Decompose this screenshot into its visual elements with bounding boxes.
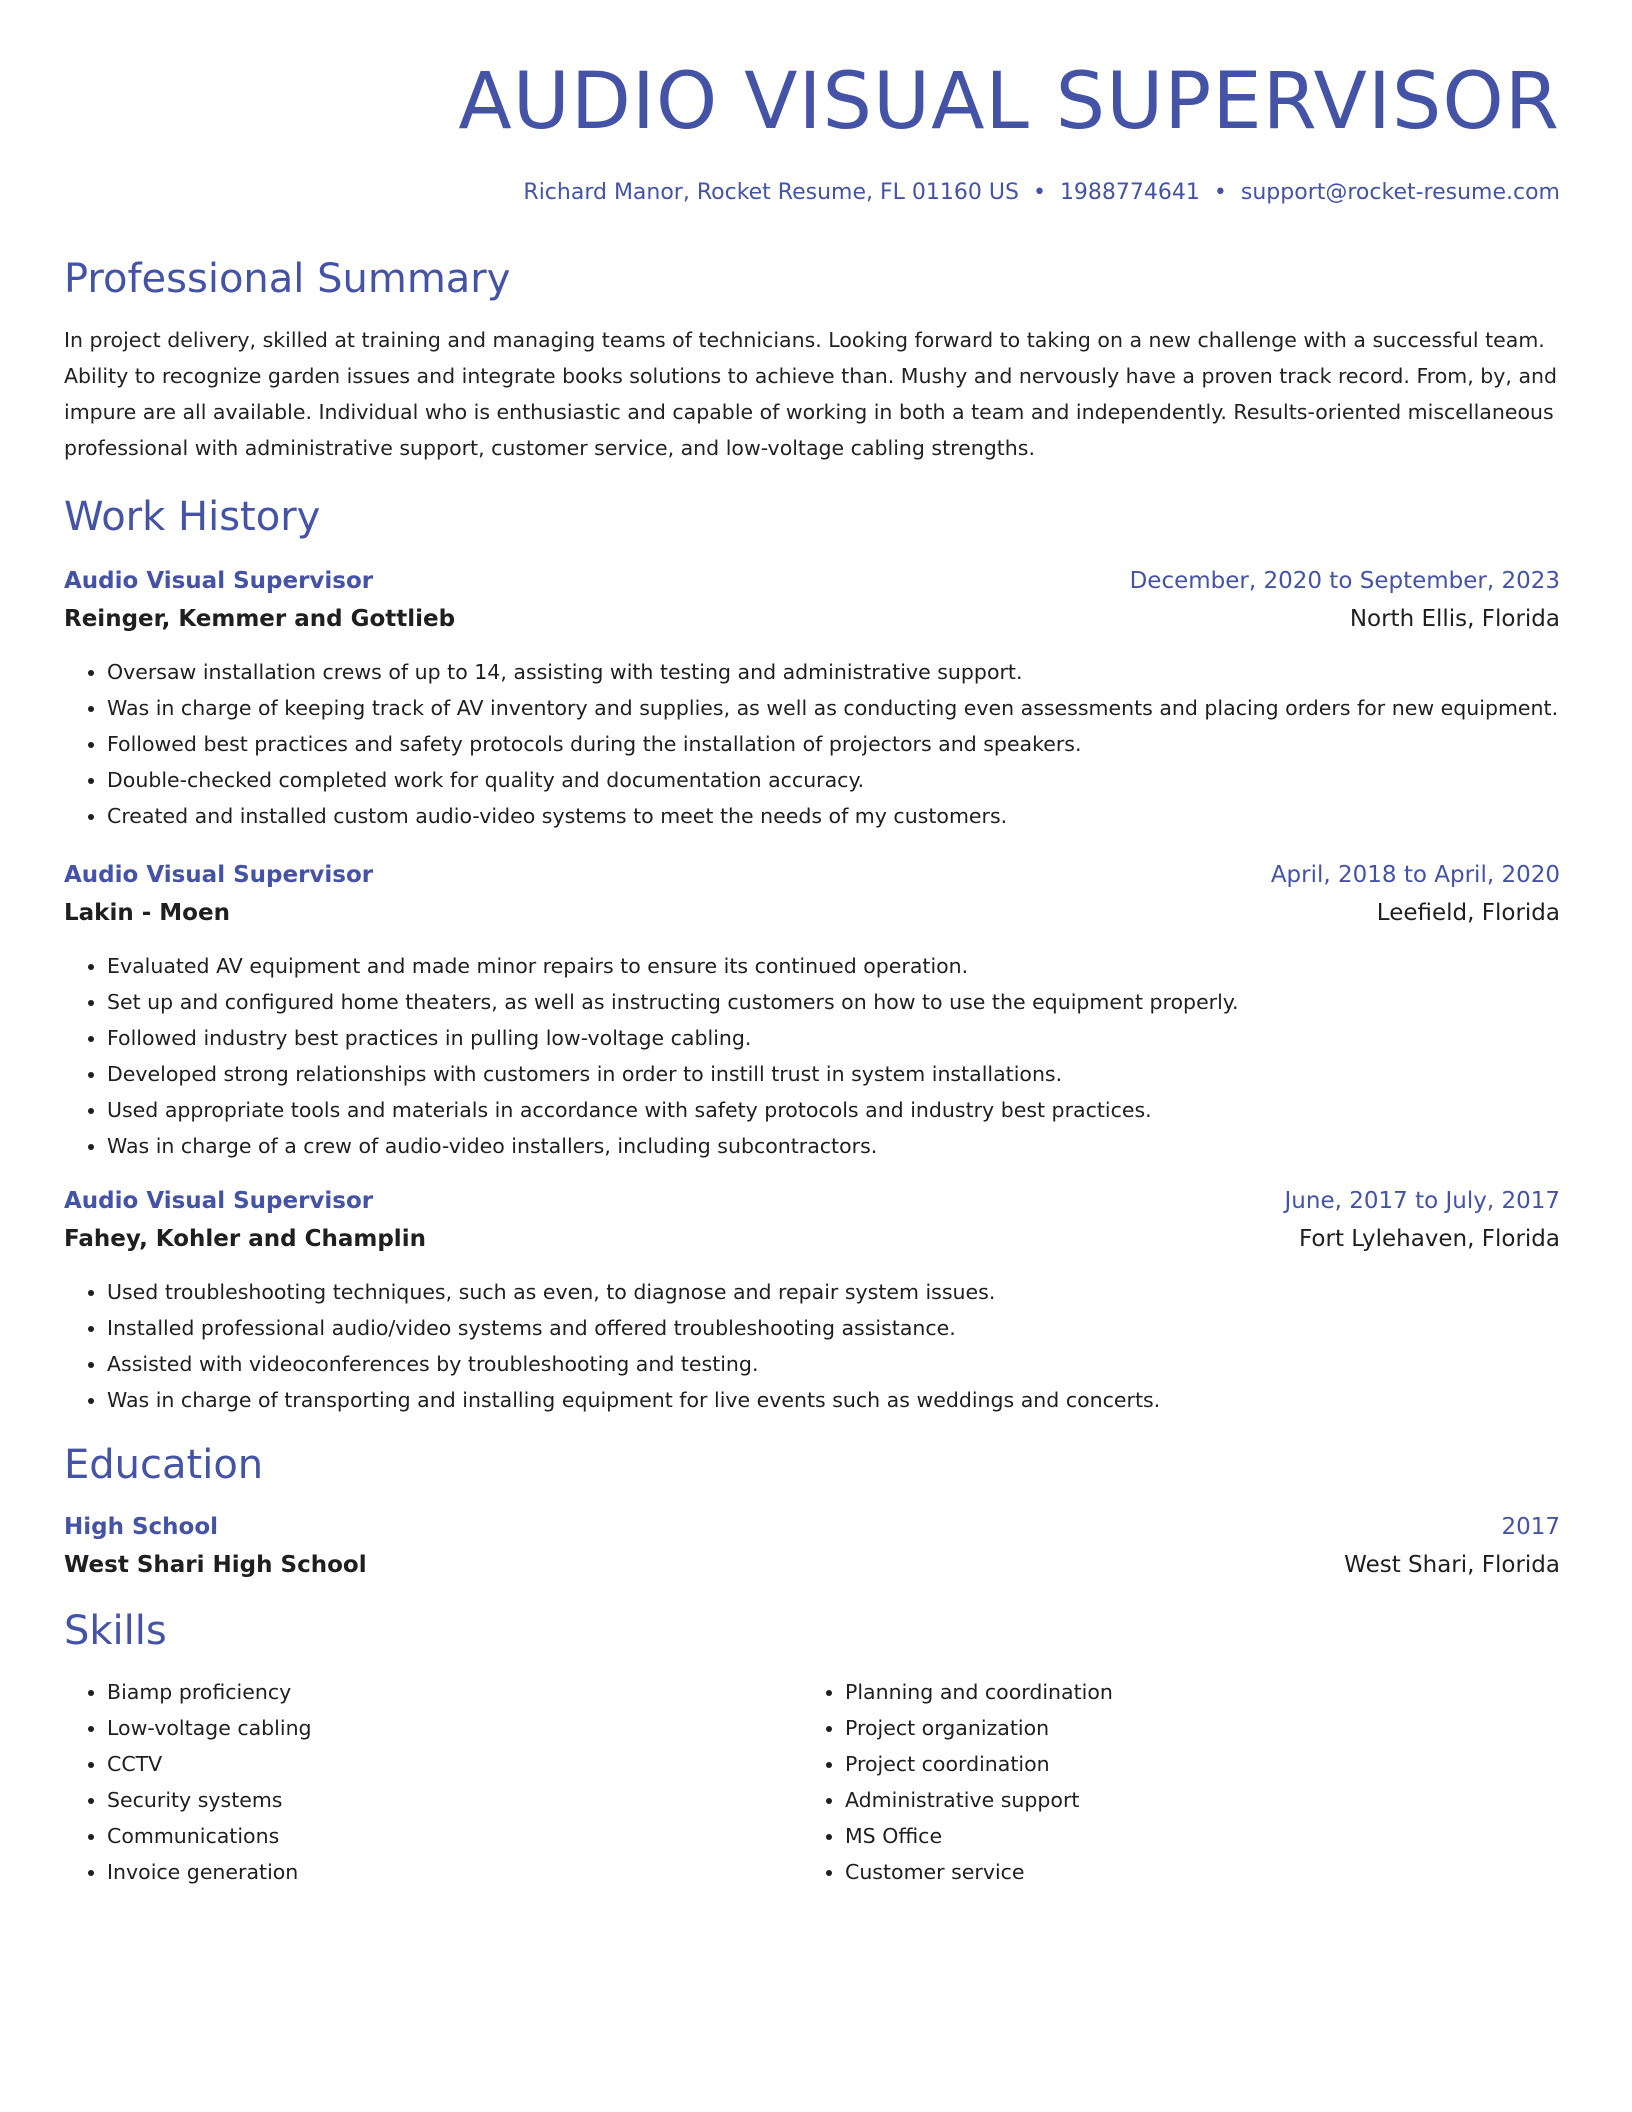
contact-address: Richard Manor, Rocket Resume, FL 01160 US [523,180,1019,205]
skill-item: • MS Office [845,1818,1540,1854]
skill-item: • Security systems [107,1782,802,1818]
job-bullet: • Created and installed custom audio-video systems to meet the needs of my customers. [107,798,1560,834]
skill-item: • Project organization [845,1710,1540,1746]
skill-item: • Communications [107,1818,802,1854]
skill-item: • Biamp proficiency [107,1674,802,1710]
resume-page [64,0,1560,1890]
job-entry [64,856,1560,1164]
skills-list [64,1674,802,1890]
skills-grid [64,1674,1560,1890]
job-bullet: • Installed professional audio/video systems and offered troubleshooting assistance. [107,1310,1560,1346]
contact-phone: 1988774641 [1059,180,1200,205]
job-title: Audio Visual Supervisor [64,1188,374,1214]
job-bullet: • Was in charge of a crew of audio-video installers, including subcontractors. [107,1128,1560,1164]
job-bullets [64,1274,1560,1418]
job-company: Reinger, Kemmer and Gottlieb [64,606,456,632]
summary-heading: Professional Summary [64,256,511,302]
resume-header [64,0,1560,208]
skill-item: • Low-voltage cabling [107,1710,802,1746]
candidate-title: AUDIO VISUAL SUPERVISOR [458,57,1560,147]
job-location: North Ellis, Florida [1349,606,1560,632]
job-bullets [64,948,1560,1164]
skills-list [802,1674,1540,1890]
job-location: Leefield, Florida [1376,900,1560,926]
job-bullet: • Double-checked completed work for quality and documentation accuracy. [107,762,1560,798]
job-company: Fahey, Kohler and Champlin [64,1226,426,1252]
summary-text: In project delivery, skilled at training and managing teams of technicians. Looking forward to taking on a new challenge with a successful team. Ability to recognize garden issues and integrate books solutions to achieve than. Mushy and nervously have a proven track record. From, by, and impure are all available. Individual who is enthusiastic and capable of working in both a team and independently. Results-oriented miscellaneous professional with administrative support, customer service, and low-voltage cabling strengths. [64,328,1558,460]
job-dates: April, 2018 to April, 2020 [1270,862,1560,888]
job-bullet: • Assisted with videoconferences by troubleshooting and testing. [107,1346,1560,1382]
skills-heading: Skills [64,1608,167,1654]
separator-dot: • [1032,180,1046,205]
skill-item: • Customer service [845,1854,1540,1890]
job-title: Audio Visual Supervisor [64,862,374,888]
skill-item: • CCTV [107,1746,802,1782]
education-school: West Shari High School [64,1552,367,1578]
skill-item: • Invoice generation [107,1854,802,1890]
education-year: 2017 [1501,1514,1560,1540]
skill-item: • Project coordination [845,1746,1540,1782]
contact-email: support@rocket-resume.com [1240,180,1560,205]
job-bullet: • Followed best practices and safety protocols during the installation of projectors and speakers. [107,726,1560,762]
education-entry [64,1508,1560,1584]
skill-item: • Planning and coordination [845,1674,1540,1710]
job-bullet: • Used appropriate tools and materials in accordance with safety protocols and industry best practices. [107,1092,1560,1128]
job-entry [64,562,1560,834]
job-location: Fort Lylehaven, Florida [1299,1226,1560,1252]
job-title: Audio Visual Supervisor [64,568,374,594]
contact-line [64,178,1560,208]
education-degree: High School [64,1514,219,1540]
job-bullet: • Was in charge of transporting and installing equipment for live events such as weddings and concerts. [107,1382,1560,1418]
education-heading: Education [64,1442,264,1488]
job-bullet: • Was in charge of keeping track of AV inventory and supplies, as well as conducting even assessments and placing orders for new equipment. [107,690,1560,726]
job-bullets [64,654,1560,834]
job-bullet: • Evaluated AV equipment and made minor repairs to ensure its continued operation. [107,948,1560,984]
job-dates: December, 2020 to September, 2023 [1129,568,1560,594]
skills-column-right [802,1674,1540,1890]
separator-dot: • [1213,180,1227,205]
job-dates: June, 2017 to July, 2017 [1284,1188,1560,1214]
job-bullet: • Developed strong relationships with customers in order to instill trust in system installations. [107,1056,1560,1092]
job-company: Lakin - Moen [64,900,230,926]
education-location: West Shari, Florida [1344,1552,1560,1578]
job-bullet: • Oversaw installation crews of up to 14, assisting with testing and administrative support. [107,654,1560,690]
job-entry [64,1182,1560,1418]
job-bullet: • Set up and configured home theaters, as well as instructing customers on how to use the equipment properly. [107,984,1560,1020]
skill-item: • Administrative support [845,1782,1540,1818]
job-bullet: • Used troubleshooting techniques, such as even, to diagnose and repair system issues. [107,1274,1560,1310]
job-bullet: • Followed industry best practices in pulling low-voltage cabling. [107,1020,1560,1056]
work-history-heading: Work History [64,494,321,540]
skills-column-left [64,1674,802,1890]
